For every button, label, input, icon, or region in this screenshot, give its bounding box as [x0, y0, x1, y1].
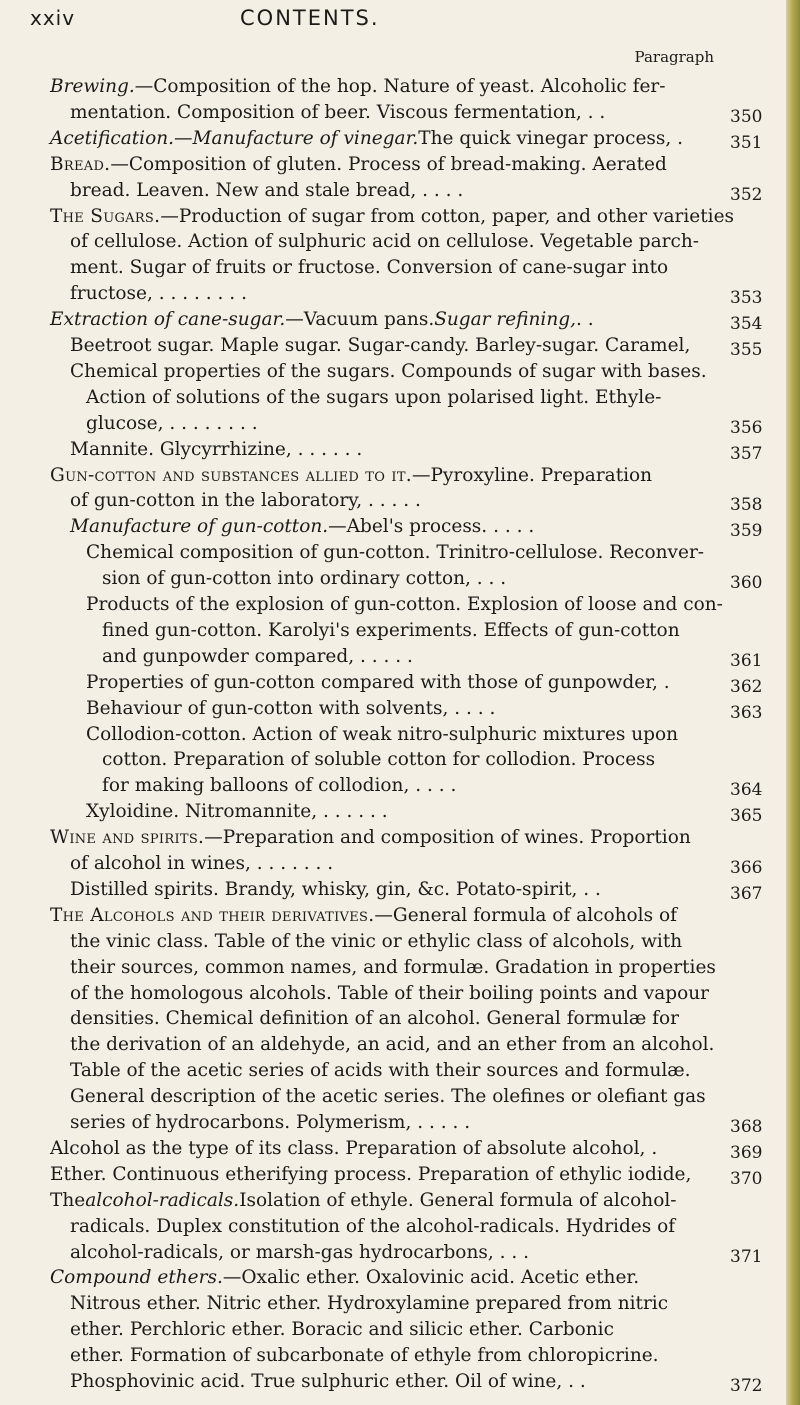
contents-text: Sugar refining, — [434, 309, 576, 331]
contents-line — [0, 540, 796, 566]
contents-text: alcohol-radicals. — [85, 1189, 240, 1211]
paragraph-number: 362 — [730, 676, 763, 697]
running-header — [30, 2, 760, 36]
contents-text: Ether. Continuous etherifying process. Preparation of ethylic iodide, — [50, 1163, 692, 1185]
page-title: CONTENTS. — [240, 6, 380, 30]
contents-text: Wine and spirits. — [50, 827, 205, 849]
contents-text: Phosphovinic acid. True sulphuric ether. Oil of wine, . . — [70, 1371, 586, 1392]
contents-text: densities. Chemical definition of an alcohol. General formulæ for — [70, 1008, 680, 1030]
contents-text: Xyloidine. Nitromannite, . . . . . . — [86, 801, 388, 823]
contents-line — [0, 877, 780, 903]
contents-text: The quick vinegar process, . — [418, 127, 684, 149]
paragraph-number: 352 — [730, 184, 763, 205]
contents-text: Gun-cotton and substances allied to it. — [50, 464, 412, 486]
contents-text: Collodion-cotton. Action of weak nitro-sulphuric mixtures upon — [86, 723, 678, 745]
contents-line — [0, 152, 760, 178]
contents-text: —General formula of alcohols of — [374, 904, 677, 926]
contents-line — [0, 929, 780, 955]
contents-line — [0, 1136, 760, 1162]
contents-text: fructose, . . . . . . . . — [70, 283, 247, 305]
contents-line — [0, 437, 780, 463]
contents-line — [0, 1162, 760, 1188]
paragraph-number: 356 — [730, 417, 763, 438]
paragraph-number: 357 — [730, 443, 763, 464]
contents-line — [0, 281, 780, 307]
contents-text: —Vacuum pans. — [285, 309, 435, 331]
contents-text: of gun-cotton in the laboratory, . . . . . — [70, 490, 421, 512]
contents-text: the derivation of an aldehyde, an acid, and an ether from an alcohol. — [70, 1034, 715, 1056]
contents-text: —Composition of the hop. Nature of yeast. Alcoholic fer- — [134, 76, 666, 97]
contents-text: Distilled spirits. Brandy, whisky, gin, &c. Potato-spirit, . . — [70, 878, 601, 900]
paragraph-number: 368 — [730, 1117, 763, 1137]
paragraph-number: 371 — [730, 1246, 763, 1267]
contents-text: ether. Formation of subcarbonate of ethyle from chloropicrine. — [70, 1345, 659, 1367]
contents-line — [0, 1032, 780, 1058]
contents-text: The — [50, 1189, 86, 1211]
contents-line — [0, 851, 780, 877]
contents-line — [0, 488, 780, 514]
contents-line — [0, 178, 780, 204]
contents-text: Brewing. — [50, 76, 135, 97]
contents-text: Beetroot sugar. Maple sugar. Sugar-candy. Barley-sugar. Caramel, — [70, 335, 691, 356]
contents-text: Products of the explosion of gun-cotton. Explosion of loose and con- — [86, 594, 723, 615]
contents-line — [0, 1084, 780, 1110]
paragraph-number: 365 — [730, 806, 763, 827]
contents-text: Chemical composition of gun-cotton. Trinitro-cellulose. Reconver- — [86, 542, 705, 564]
contents-line — [0, 359, 780, 385]
contents-text: of alcohol in wines, . . . . . . . — [70, 853, 334, 874]
contents-text: —Composition of gluten. Process of bread-making. Aerated — [110, 153, 667, 175]
contents-line — [0, 618, 800, 644]
contents-text: cotton. Preparation of soluble cotton for collodion. Process — [102, 749, 656, 771]
contents-line — [0, 307, 760, 333]
contents-text: alcohol-radicals, or marsh-gas hydrocarbons, . . . — [70, 1241, 530, 1263]
contents-text: radicals. Duplex constitution of the alcohol-radicals. Hydrides of — [70, 1215, 676, 1237]
contents-text: of cellulose. Action of sulphuric acid on cellulose. Vegetable parch- — [70, 231, 700, 253]
contents-line — [0, 1369, 780, 1395]
paragraph-number: 364 — [730, 780, 763, 801]
contents-text: Table of the acetic series of acids with their sources and formulæ. — [70, 1060, 691, 1082]
contents-line — [0, 825, 760, 851]
contents-text: —Production of sugar from cotton, paper, and other varieties — [160, 205, 735, 227]
paragraph-number: 351 — [730, 132, 763, 153]
contents-line — [0, 1240, 780, 1266]
contents-text: Properties of gun-cotton compared with those of gunpowder, . — [86, 671, 670, 693]
contents-line — [0, 670, 796, 696]
contents-text: Extraction of cane-sugar. — [50, 309, 286, 331]
contents-line — [0, 385, 796, 411]
contents-line — [0, 799, 796, 825]
contents-line — [0, 1006, 780, 1032]
paragraph-number: 358 — [730, 495, 763, 516]
contents-text: Alcohol as the type of its class. Preparation of absolute alcohol, . — [50, 1137, 658, 1159]
page-edge — [786, 0, 800, 1405]
paragraph-number: 366 — [730, 858, 763, 878]
contents-line — [0, 1291, 780, 1317]
contents-line — [0, 1058, 780, 1084]
paragraph-number: 363 — [730, 702, 763, 723]
paragraph-number: 372 — [730, 1376, 763, 1396]
paragraph-number: 369 — [730, 1142, 763, 1163]
contents-text: Compound ethers. — [50, 1267, 223, 1289]
contents-line — [0, 981, 780, 1007]
contents-text: the vinic class. Table of the vinic or ethylic class of alcohols, with — [70, 930, 683, 952]
paragraph-number: 361 — [730, 650, 763, 671]
paragraph-number: 359 — [730, 521, 763, 542]
contents-line — [0, 566, 800, 592]
contents-line — [0, 411, 796, 437]
contents-text: sion of gun-cotton into ordinary cotton, . . . — [102, 568, 507, 590]
paragraph-number: 355 — [730, 340, 763, 360]
contents-text: and gunpowder compared, . . . . . — [102, 645, 413, 667]
contents-text: Chemical properties of the sugars. Compounds of sugar with bases. — [70, 360, 707, 382]
contents-text: Action of solutions of the sugars upon polarised light. Ethyle- — [86, 386, 662, 408]
contents-line — [0, 514, 780, 540]
contents-text: Acetification.—Manufacture of vinegar. — [50, 127, 419, 149]
paragraph-number: 370 — [730, 1168, 763, 1189]
contents-text: Bread. — [50, 153, 111, 175]
paragraph-number: 360 — [730, 573, 763, 594]
contents-line — [0, 773, 800, 799]
contents-text: . . — [576, 309, 594, 331]
contents-line — [0, 1188, 760, 1214]
paragraph-number: 367 — [730, 883, 763, 904]
contents-text: The Alcohols and their derivatives. — [50, 904, 375, 926]
paragraph-number: 350 — [730, 106, 763, 127]
paragraph-column-heading: Paragraph — [634, 48, 714, 66]
contents-text: mentation. Composition of beer. Viscous fermentation, . . — [70, 101, 606, 123]
contents-line — [0, 1265, 760, 1291]
contents-text: series of hydrocarbons. Polymerism, . . . . . — [70, 1112, 471, 1133]
contents-text: of the homologous alcohols. Table of their boiling points and vapour — [70, 982, 709, 1004]
contents-line — [0, 696, 796, 722]
contents-line — [0, 747, 800, 773]
contents-line — [0, 333, 780, 359]
contents-line — [0, 592, 796, 618]
paragraph-number: 354 — [730, 314, 763, 335]
contents-text: Mannite. Glycyrrhizine, . . . . . . — [70, 438, 363, 460]
contents-line — [0, 255, 780, 281]
contents-text: ment. Sugar of fruits or fructose. Conversion of cane-sugar into — [70, 257, 669, 279]
contents-text: —Abel's process. . . . . — [328, 516, 535, 538]
contents-text: Behaviour of gun-cotton with solvents, . . . . — [86, 697, 496, 719]
contents-text: General description of the acetic series. The olefines or olefiant gas — [70, 1086, 706, 1108]
contents-text: fined gun-cotton. Karolyi's experiments. Effects of gun-cotton — [102, 619, 680, 641]
contents-line — [0, 1110, 780, 1136]
paragraph-number: 353 — [730, 288, 763, 309]
contents-text: Isolation of ethyle. General formula of alcohol- — [239, 1189, 677, 1211]
contents-line — [0, 74, 760, 100]
contents-line — [0, 1214, 780, 1240]
contents-line — [0, 1317, 780, 1343]
contents-line — [0, 903, 760, 929]
contents-line — [0, 204, 760, 230]
contents-text: Nitrous ether. Nitric ether. Hydroxylamine prepared from nitric — [70, 1293, 669, 1315]
contents-line — [0, 955, 780, 981]
contents-line — [0, 644, 800, 670]
contents-text: bread. Leaven. New and stale bread, . . . . — [70, 179, 464, 201]
contents-text: —Preparation and composition of wines. Proportion — [204, 827, 691, 849]
contents-text: glucose, . . . . . . . . — [86, 412, 258, 434]
contents-text: ether. Perchloric ether. Boracic and silicic ether. Carbonic — [70, 1319, 614, 1341]
contents-line — [0, 463, 760, 489]
contents-text: Manufacture of gun-cotton. — [70, 516, 329, 538]
contents-text: for making balloons of collodion, . . . . — [102, 775, 457, 797]
contents-line — [0, 100, 780, 126]
contents-line — [0, 1343, 780, 1369]
contents-text: their sources, common names, and formulæ. Gradation in properties — [70, 956, 716, 978]
contents-text: —Oxalic ether. Oxalovinic acid. Acetic ether. — [222, 1267, 640, 1289]
contents-text: The Sugars. — [50, 205, 161, 227]
page-number: xxiv — [30, 6, 76, 30]
contents-line — [0, 126, 760, 152]
contents-line — [0, 229, 780, 255]
contents-text: —Pyroxyline. Preparation — [411, 464, 653, 486]
contents-line — [0, 722, 796, 748]
